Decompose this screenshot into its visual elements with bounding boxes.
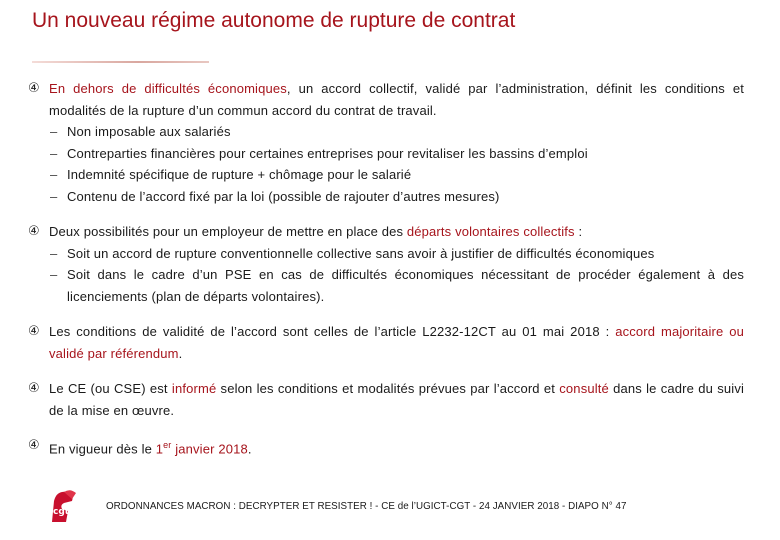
bullet-icon: ④ [28,81,40,96]
p4-text-a: Le CE (ou CSE) est [49,381,172,396]
list-item [28,243,744,265]
p5-text: En vigueur dès le [49,441,156,457]
list-item-text: Indemnité spécifique de rupture + chômage pour le salarié [67,167,412,182]
paragraph-3 [28,321,744,364]
p5-red-num: 1 [155,441,164,457]
p3-end: . [178,345,183,361]
p4-red-b: consulté [559,381,609,396]
list-item [28,121,744,143]
title-underline [32,61,209,63]
list-item-text: Soit dans le cadre d’un PSE en cas de difficultés économiques nécessitant de procéder également à des licenciements (plan de départs volontaires). [67,267,744,304]
paragraph-5 [28,435,744,460]
dash-icon: – [50,245,58,261]
bullet-icon: ④ [28,381,40,396]
bullet-icon: ④ [28,324,40,339]
list-item [28,264,744,307]
dash-icon: – [50,124,58,139]
footer [50,486,750,526]
list-item-text: Contreparties financières pour certaines entreprises pour revitaliser les bassins d’emploi [67,145,588,161]
dash-icon: – [50,167,58,182]
p5-red-sup: er [163,440,172,450]
p2-bold-text: Deux possibilités [49,224,150,239]
logo-text: cgtUGICT [53,507,100,517]
list-item-text: Contenu de l’accord fixé par la loi (possible de rajouter d’autres mesures) [67,188,500,204]
p4-text-b: selon les conditions et modalités prévues par l’accord et [216,381,560,396]
p2-red-text: départs volontaires collectifs [406,224,575,239]
paragraph-4 [28,378,744,421]
p2-text-b: : [574,224,583,239]
p2-text-a: pour un employeur de mettre en place des [149,224,407,239]
list-item-text: Soit un accord de rupture conventionnelle collective sans avoir à justifier de difficultés économiques [67,245,655,261]
p4-text-c: dans le cadre du suivi de la mise en œuvre. [49,381,745,418]
list-item [28,186,744,208]
list-item [28,164,744,186]
p5-red-rest: janvier 2018 [171,441,248,457]
p5-end: . [247,441,252,457]
p1-text: , un accord collectif, validé par l’administration, définit les conditions et modalités de la rupture d’un commun accord du contrat de travail. [49,81,744,118]
bullet-icon: ④ [28,438,40,453]
slide-title: Un nouveau régime autonome de rupture de contrat [32,9,516,32]
dash-icon: – [50,145,58,161]
p3-red-text: accord majoritaire ou validé par référendum [49,324,744,361]
cgt-logo [50,489,102,523]
footer-text: ORDONNANCES MACRON : DECRYPTER ET RESISTER ! - CE de l’UGICT-CGT - 24 JANVIER 2018 - DIAPO N° 47 [106,501,627,512]
bullet-icon: ④ [28,224,40,239]
p3-text: Les conditions de validité de l’accord sont celles de l’article L2232-12CT au 01 mai 2018 : [49,324,616,339]
dash-icon: – [50,188,58,204]
paragraph-2 [28,221,744,243]
p1-red-text: En dehors de difficultés économiques [49,81,287,96]
dash-icon: – [50,267,58,282]
paragraph-1 [28,78,744,121]
list-item-text: Non imposable aux salariés [67,124,231,139]
slide-content [28,78,744,460]
p4-red-a: informé [171,381,217,396]
list-item [28,143,744,165]
